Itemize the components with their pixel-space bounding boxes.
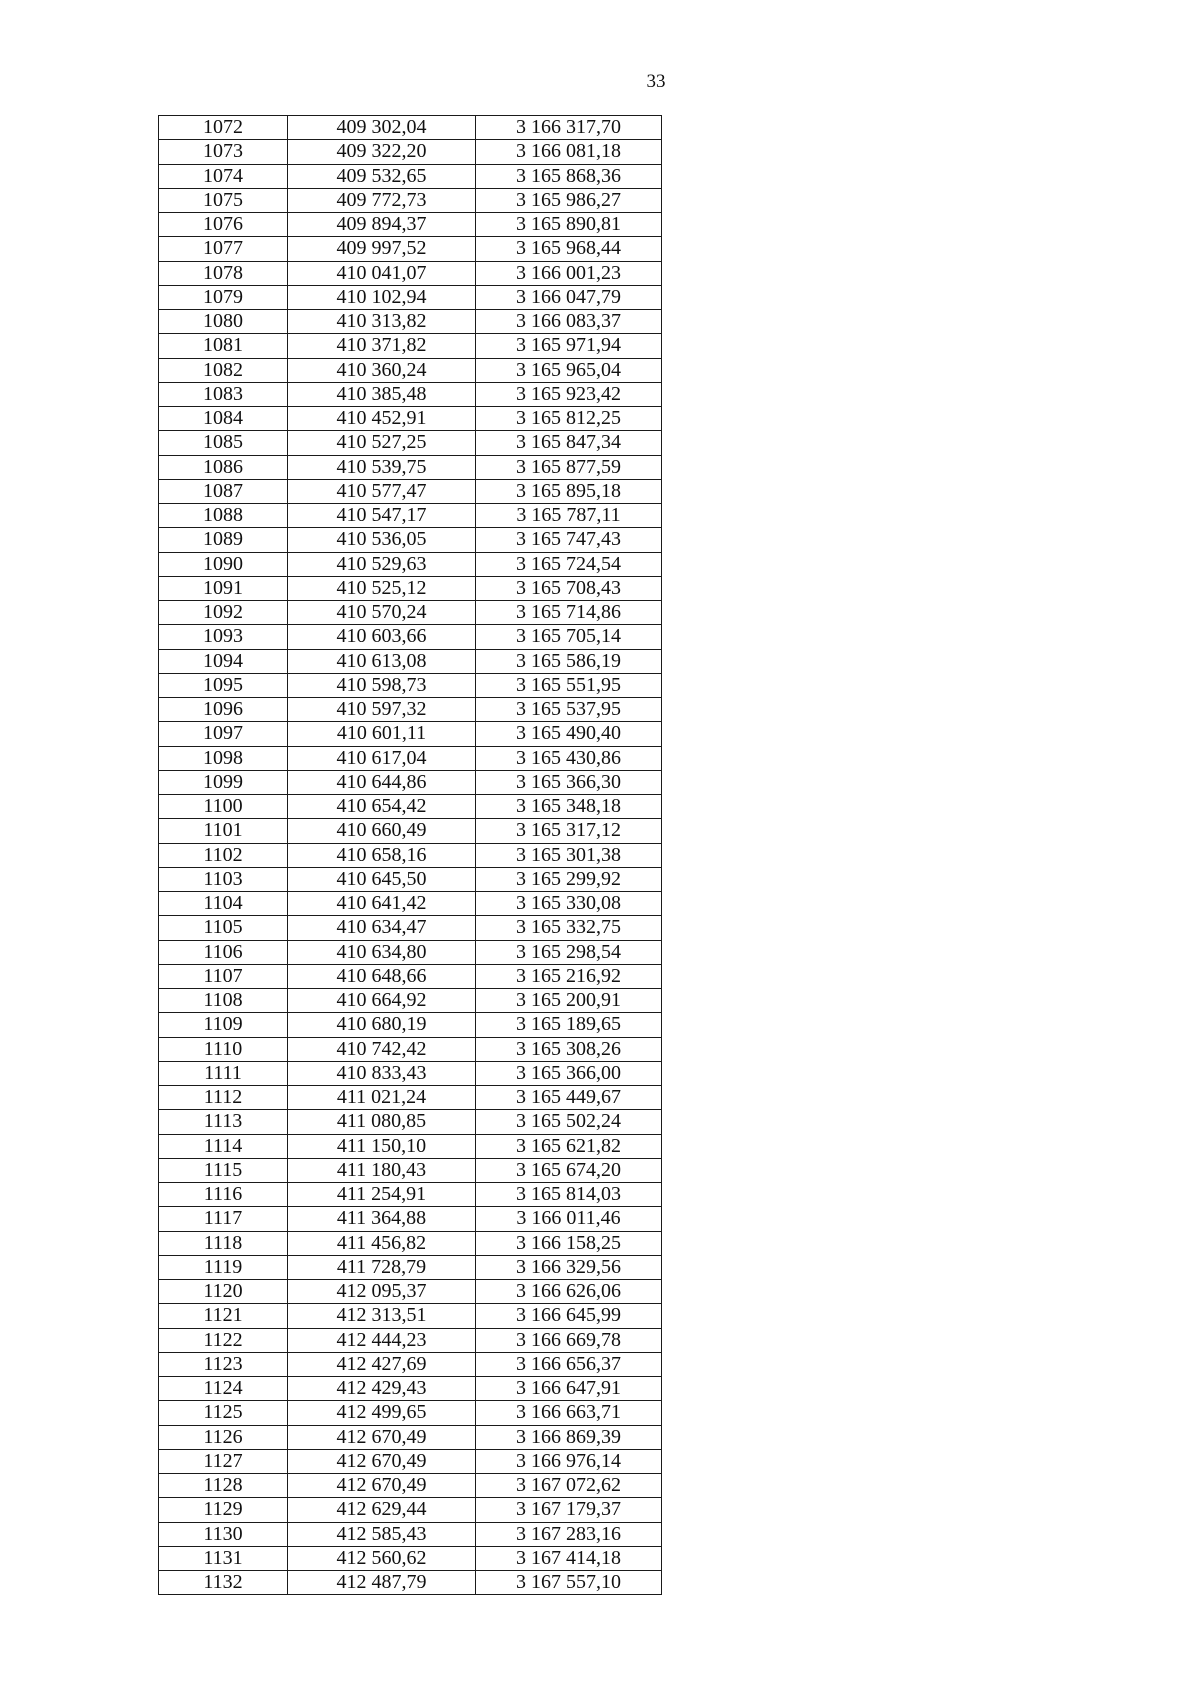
table-row (159, 601, 662, 625)
table-row (159, 1401, 662, 1425)
x-coordinate-cell: 412 560,62 (288, 1546, 476, 1570)
y-coordinate-cell: 3 166 001,23 (476, 261, 662, 285)
y-coordinate-cell: 3 166 329,56 (476, 1255, 662, 1279)
y-coordinate-cell: 3 167 557,10 (476, 1571, 662, 1595)
y-coordinate-cell: 3 166 317,70 (476, 116, 662, 140)
table-row (159, 843, 662, 867)
x-coordinate-cell: 412 629,44 (288, 1498, 476, 1522)
x-coordinate-cell: 409 532,65 (288, 164, 476, 188)
point-number-cell: 1101 (159, 819, 288, 843)
table-row (159, 940, 662, 964)
x-coordinate-cell: 412 429,43 (288, 1377, 476, 1401)
table-row (159, 334, 662, 358)
table-row (159, 649, 662, 673)
point-number-cell: 1089 (159, 528, 288, 552)
y-coordinate-cell: 3 165 708,43 (476, 576, 662, 600)
x-coordinate-cell: 412 499,65 (288, 1401, 476, 1425)
y-coordinate-cell: 3 165 724,54 (476, 552, 662, 576)
y-coordinate-cell: 3 165 189,65 (476, 1013, 662, 1037)
y-coordinate-cell: 3 165 537,95 (476, 698, 662, 722)
x-coordinate-cell: 410 597,32 (288, 698, 476, 722)
table-row (159, 1352, 662, 1376)
table-row (159, 746, 662, 770)
y-coordinate-cell: 3 165 449,67 (476, 1086, 662, 1110)
y-coordinate-cell: 3 165 366,30 (476, 770, 662, 794)
point-number-cell: 1083 (159, 382, 288, 406)
y-coordinate-cell: 3 165 298,54 (476, 940, 662, 964)
point-number-cell: 1105 (159, 916, 288, 940)
point-number-cell: 1107 (159, 964, 288, 988)
x-coordinate-cell: 412 585,43 (288, 1522, 476, 1546)
coordinates-table (158, 115, 662, 1595)
table-row (159, 698, 662, 722)
x-coordinate-cell: 411 080,85 (288, 1110, 476, 1134)
y-coordinate-cell: 3 165 551,95 (476, 673, 662, 697)
point-number-cell: 1111 (159, 1061, 288, 1085)
table-row (159, 1571, 662, 1595)
y-coordinate-cell: 3 167 283,16 (476, 1522, 662, 1546)
table-row (159, 358, 662, 382)
table-row (159, 237, 662, 261)
point-number-cell: 1102 (159, 843, 288, 867)
point-number-cell: 1087 (159, 479, 288, 503)
point-number-cell: 1125 (159, 1401, 288, 1425)
point-number-cell: 1100 (159, 795, 288, 819)
table-row (159, 770, 662, 794)
coordinates-table-body (159, 116, 662, 1595)
table-row (159, 1086, 662, 1110)
y-coordinate-cell: 3 165 430,86 (476, 746, 662, 770)
x-coordinate-cell: 410 539,75 (288, 455, 476, 479)
page-number: 33 (646, 71, 666, 92)
y-coordinate-cell: 3 165 332,75 (476, 916, 662, 940)
x-coordinate-cell: 409 322,20 (288, 140, 476, 164)
y-coordinate-cell: 3 165 890,81 (476, 213, 662, 237)
point-number-cell: 1073 (159, 140, 288, 164)
x-coordinate-cell: 411 456,82 (288, 1231, 476, 1255)
table-row (159, 382, 662, 406)
y-coordinate-cell: 3 165 586,19 (476, 649, 662, 673)
x-coordinate-cell: 409 302,04 (288, 116, 476, 140)
point-number-cell: 1110 (159, 1037, 288, 1061)
y-coordinate-cell: 3 165 895,18 (476, 479, 662, 503)
table-row (159, 1328, 662, 1352)
point-number-cell: 1132 (159, 1571, 288, 1595)
point-number-cell: 1123 (159, 1352, 288, 1376)
x-coordinate-cell: 410 577,47 (288, 479, 476, 503)
table-row (159, 625, 662, 649)
x-coordinate-cell: 412 670,49 (288, 1425, 476, 1449)
y-coordinate-cell: 3 165 299,92 (476, 867, 662, 891)
y-coordinate-cell: 3 165 877,59 (476, 455, 662, 479)
y-coordinate-cell: 3 166 976,14 (476, 1449, 662, 1473)
x-coordinate-cell: 410 525,12 (288, 576, 476, 600)
x-coordinate-cell: 410 644,86 (288, 770, 476, 794)
y-coordinate-cell: 3 165 787,11 (476, 504, 662, 528)
table-row (159, 1304, 662, 1328)
point-number-cell: 1124 (159, 1377, 288, 1401)
y-coordinate-cell: 3 166 047,79 (476, 285, 662, 309)
x-coordinate-cell: 410 527,25 (288, 431, 476, 455)
point-number-cell: 1093 (159, 625, 288, 649)
y-coordinate-cell: 3 165 674,20 (476, 1158, 662, 1182)
point-number-cell: 1106 (159, 940, 288, 964)
point-number-cell: 1084 (159, 407, 288, 431)
table-row (159, 455, 662, 479)
table-row (159, 1013, 662, 1037)
y-coordinate-cell: 3 165 366,00 (476, 1061, 662, 1085)
x-coordinate-cell: 411 021,24 (288, 1086, 476, 1110)
x-coordinate-cell: 409 772,73 (288, 188, 476, 212)
table-row (159, 867, 662, 891)
x-coordinate-cell: 410 742,42 (288, 1037, 476, 1061)
y-coordinate-cell: 3 166 869,39 (476, 1425, 662, 1449)
x-coordinate-cell: 409 997,52 (288, 237, 476, 261)
y-coordinate-cell: 3 165 621,82 (476, 1134, 662, 1158)
point-number-cell: 1081 (159, 334, 288, 358)
point-number-cell: 1092 (159, 601, 288, 625)
y-coordinate-cell: 3 166 081,18 (476, 140, 662, 164)
table-row (159, 819, 662, 843)
table-row (159, 188, 662, 212)
x-coordinate-cell: 410 360,24 (288, 358, 476, 382)
point-number-cell: 1114 (159, 1134, 288, 1158)
y-coordinate-cell: 3 165 714,86 (476, 601, 662, 625)
x-coordinate-cell: 410 547,17 (288, 504, 476, 528)
table-row (159, 964, 662, 988)
point-number-cell: 1129 (159, 1498, 288, 1522)
y-coordinate-cell: 3 166 626,06 (476, 1280, 662, 1304)
x-coordinate-cell: 412 095,37 (288, 1280, 476, 1304)
point-number-cell: 1098 (159, 746, 288, 770)
x-coordinate-cell: 411 150,10 (288, 1134, 476, 1158)
x-coordinate-cell: 410 654,42 (288, 795, 476, 819)
point-number-cell: 1090 (159, 552, 288, 576)
x-coordinate-cell: 410 536,05 (288, 528, 476, 552)
table-row (159, 1425, 662, 1449)
y-coordinate-cell: 3 165 317,12 (476, 819, 662, 843)
x-coordinate-cell: 410 641,42 (288, 892, 476, 916)
table-row (159, 552, 662, 576)
table-row (159, 407, 662, 431)
point-number-cell: 1094 (159, 649, 288, 673)
table-row (159, 1183, 662, 1207)
table-row (159, 673, 662, 697)
x-coordinate-cell: 411 180,43 (288, 1158, 476, 1182)
y-coordinate-cell: 3 165 216,92 (476, 964, 662, 988)
point-number-cell: 1121 (159, 1304, 288, 1328)
y-coordinate-cell: 3 167 414,18 (476, 1546, 662, 1570)
x-coordinate-cell: 410 603,66 (288, 625, 476, 649)
x-coordinate-cell: 410 371,82 (288, 334, 476, 358)
point-number-cell: 1095 (159, 673, 288, 697)
x-coordinate-cell: 410 452,91 (288, 407, 476, 431)
point-number-cell: 1108 (159, 989, 288, 1013)
y-coordinate-cell: 3 165 923,42 (476, 382, 662, 406)
table-row (159, 1280, 662, 1304)
point-number-cell: 1115 (159, 1158, 288, 1182)
table-row (159, 1134, 662, 1158)
point-number-cell: 1120 (159, 1280, 288, 1304)
x-coordinate-cell: 410 617,04 (288, 746, 476, 770)
point-number-cell: 1122 (159, 1328, 288, 1352)
table-row (159, 576, 662, 600)
point-number-cell: 1082 (159, 358, 288, 382)
x-coordinate-cell: 410 598,73 (288, 673, 476, 697)
table-row (159, 431, 662, 455)
point-number-cell: 1075 (159, 188, 288, 212)
x-coordinate-cell: 410 601,11 (288, 722, 476, 746)
y-coordinate-cell: 3 166 158,25 (476, 1231, 662, 1255)
point-number-cell: 1104 (159, 892, 288, 916)
table-row (159, 213, 662, 237)
y-coordinate-cell: 3 165 847,34 (476, 431, 662, 455)
table-row (159, 479, 662, 503)
table-row (159, 285, 662, 309)
table-row (159, 1474, 662, 1498)
x-coordinate-cell: 412 670,49 (288, 1474, 476, 1498)
y-coordinate-cell: 3 165 986,27 (476, 188, 662, 212)
x-coordinate-cell: 411 728,79 (288, 1255, 476, 1279)
table-row (159, 1110, 662, 1134)
y-coordinate-cell: 3 165 968,44 (476, 237, 662, 261)
point-number-cell: 1096 (159, 698, 288, 722)
x-coordinate-cell: 410 570,24 (288, 601, 476, 625)
point-number-cell: 1086 (159, 455, 288, 479)
x-coordinate-cell: 410 658,16 (288, 843, 476, 867)
table-row (159, 1061, 662, 1085)
point-number-cell: 1128 (159, 1474, 288, 1498)
table-row (159, 722, 662, 746)
table-row (159, 916, 662, 940)
x-coordinate-cell: 410 645,50 (288, 867, 476, 891)
y-coordinate-cell: 3 165 965,04 (476, 358, 662, 382)
table-row (159, 528, 662, 552)
x-coordinate-cell: 410 634,80 (288, 940, 476, 964)
x-coordinate-cell: 412 444,23 (288, 1328, 476, 1352)
point-number-cell: 1079 (159, 285, 288, 309)
y-coordinate-cell: 3 165 868,36 (476, 164, 662, 188)
x-coordinate-cell: 410 102,94 (288, 285, 476, 309)
point-number-cell: 1126 (159, 1425, 288, 1449)
y-coordinate-cell: 3 167 072,62 (476, 1474, 662, 1498)
point-number-cell: 1118 (159, 1231, 288, 1255)
point-number-cell: 1074 (159, 164, 288, 188)
point-number-cell: 1088 (159, 504, 288, 528)
point-number-cell: 1112 (159, 1086, 288, 1110)
table-row (159, 892, 662, 916)
point-number-cell: 1091 (159, 576, 288, 600)
y-coordinate-cell: 3 165 502,24 (476, 1110, 662, 1134)
table-row (159, 1449, 662, 1473)
y-coordinate-cell: 3 165 200,91 (476, 989, 662, 1013)
x-coordinate-cell: 410 385,48 (288, 382, 476, 406)
point-number-cell: 1078 (159, 261, 288, 285)
y-coordinate-cell: 3 166 083,37 (476, 310, 662, 334)
table-row (159, 989, 662, 1013)
table-row (159, 504, 662, 528)
point-number-cell: 1116 (159, 1183, 288, 1207)
y-coordinate-cell: 3 166 663,71 (476, 1401, 662, 1425)
point-number-cell: 1097 (159, 722, 288, 746)
point-number-cell: 1077 (159, 237, 288, 261)
table-row (159, 140, 662, 164)
point-number-cell: 1076 (159, 213, 288, 237)
x-coordinate-cell: 410 613,08 (288, 649, 476, 673)
x-coordinate-cell: 410 648,66 (288, 964, 476, 988)
x-coordinate-cell: 411 254,91 (288, 1183, 476, 1207)
y-coordinate-cell: 3 165 348,18 (476, 795, 662, 819)
point-number-cell: 1127 (159, 1449, 288, 1473)
x-coordinate-cell: 410 664,92 (288, 989, 476, 1013)
table-row (159, 1207, 662, 1231)
x-coordinate-cell: 410 660,49 (288, 819, 476, 843)
y-coordinate-cell: 3 166 669,78 (476, 1328, 662, 1352)
x-coordinate-cell: 410 313,82 (288, 310, 476, 334)
point-number-cell: 1080 (159, 310, 288, 334)
point-number-cell: 1085 (159, 431, 288, 455)
y-coordinate-cell: 3 165 971,94 (476, 334, 662, 358)
y-coordinate-cell: 3 165 747,43 (476, 528, 662, 552)
table-row (159, 1037, 662, 1061)
table-row (159, 1522, 662, 1546)
y-coordinate-cell: 3 165 705,14 (476, 625, 662, 649)
x-coordinate-cell: 410 529,63 (288, 552, 476, 576)
table-row (159, 1158, 662, 1182)
y-coordinate-cell: 3 165 812,25 (476, 407, 662, 431)
point-number-cell: 1072 (159, 116, 288, 140)
x-coordinate-cell: 412 313,51 (288, 1304, 476, 1328)
table-row (159, 1498, 662, 1522)
table-row (159, 795, 662, 819)
y-coordinate-cell: 3 166 656,37 (476, 1352, 662, 1376)
x-coordinate-cell: 412 670,49 (288, 1449, 476, 1473)
table-row (159, 164, 662, 188)
x-coordinate-cell: 412 427,69 (288, 1352, 476, 1376)
y-coordinate-cell: 3 167 179,37 (476, 1498, 662, 1522)
table-row (159, 116, 662, 140)
x-coordinate-cell: 409 894,37 (288, 213, 476, 237)
point-number-cell: 1113 (159, 1110, 288, 1134)
x-coordinate-cell: 410 041,07 (288, 261, 476, 285)
table-row (159, 1546, 662, 1570)
y-coordinate-cell: 3 165 814,03 (476, 1183, 662, 1207)
point-number-cell: 1109 (159, 1013, 288, 1037)
y-coordinate-cell: 3 165 301,38 (476, 843, 662, 867)
x-coordinate-cell: 410 634,47 (288, 916, 476, 940)
table-row (159, 1231, 662, 1255)
point-number-cell: 1119 (159, 1255, 288, 1279)
x-coordinate-cell: 411 364,88 (288, 1207, 476, 1231)
y-coordinate-cell: 3 166 011,46 (476, 1207, 662, 1231)
y-coordinate-cell: 3 165 308,26 (476, 1037, 662, 1061)
y-coordinate-cell: 3 165 490,40 (476, 722, 662, 746)
y-coordinate-cell: 3 166 645,99 (476, 1304, 662, 1328)
x-coordinate-cell: 410 833,43 (288, 1061, 476, 1085)
table-row (159, 310, 662, 334)
table-row (159, 1255, 662, 1279)
x-coordinate-cell: 410 680,19 (288, 1013, 476, 1037)
x-coordinate-cell: 412 487,79 (288, 1571, 476, 1595)
table-row (159, 261, 662, 285)
point-number-cell: 1103 (159, 867, 288, 891)
point-number-cell: 1099 (159, 770, 288, 794)
y-coordinate-cell: 3 166 647,91 (476, 1377, 662, 1401)
point-number-cell: 1117 (159, 1207, 288, 1231)
point-number-cell: 1130 (159, 1522, 288, 1546)
point-number-cell: 1131 (159, 1546, 288, 1570)
y-coordinate-cell: 3 165 330,08 (476, 892, 662, 916)
table-row (159, 1377, 662, 1401)
